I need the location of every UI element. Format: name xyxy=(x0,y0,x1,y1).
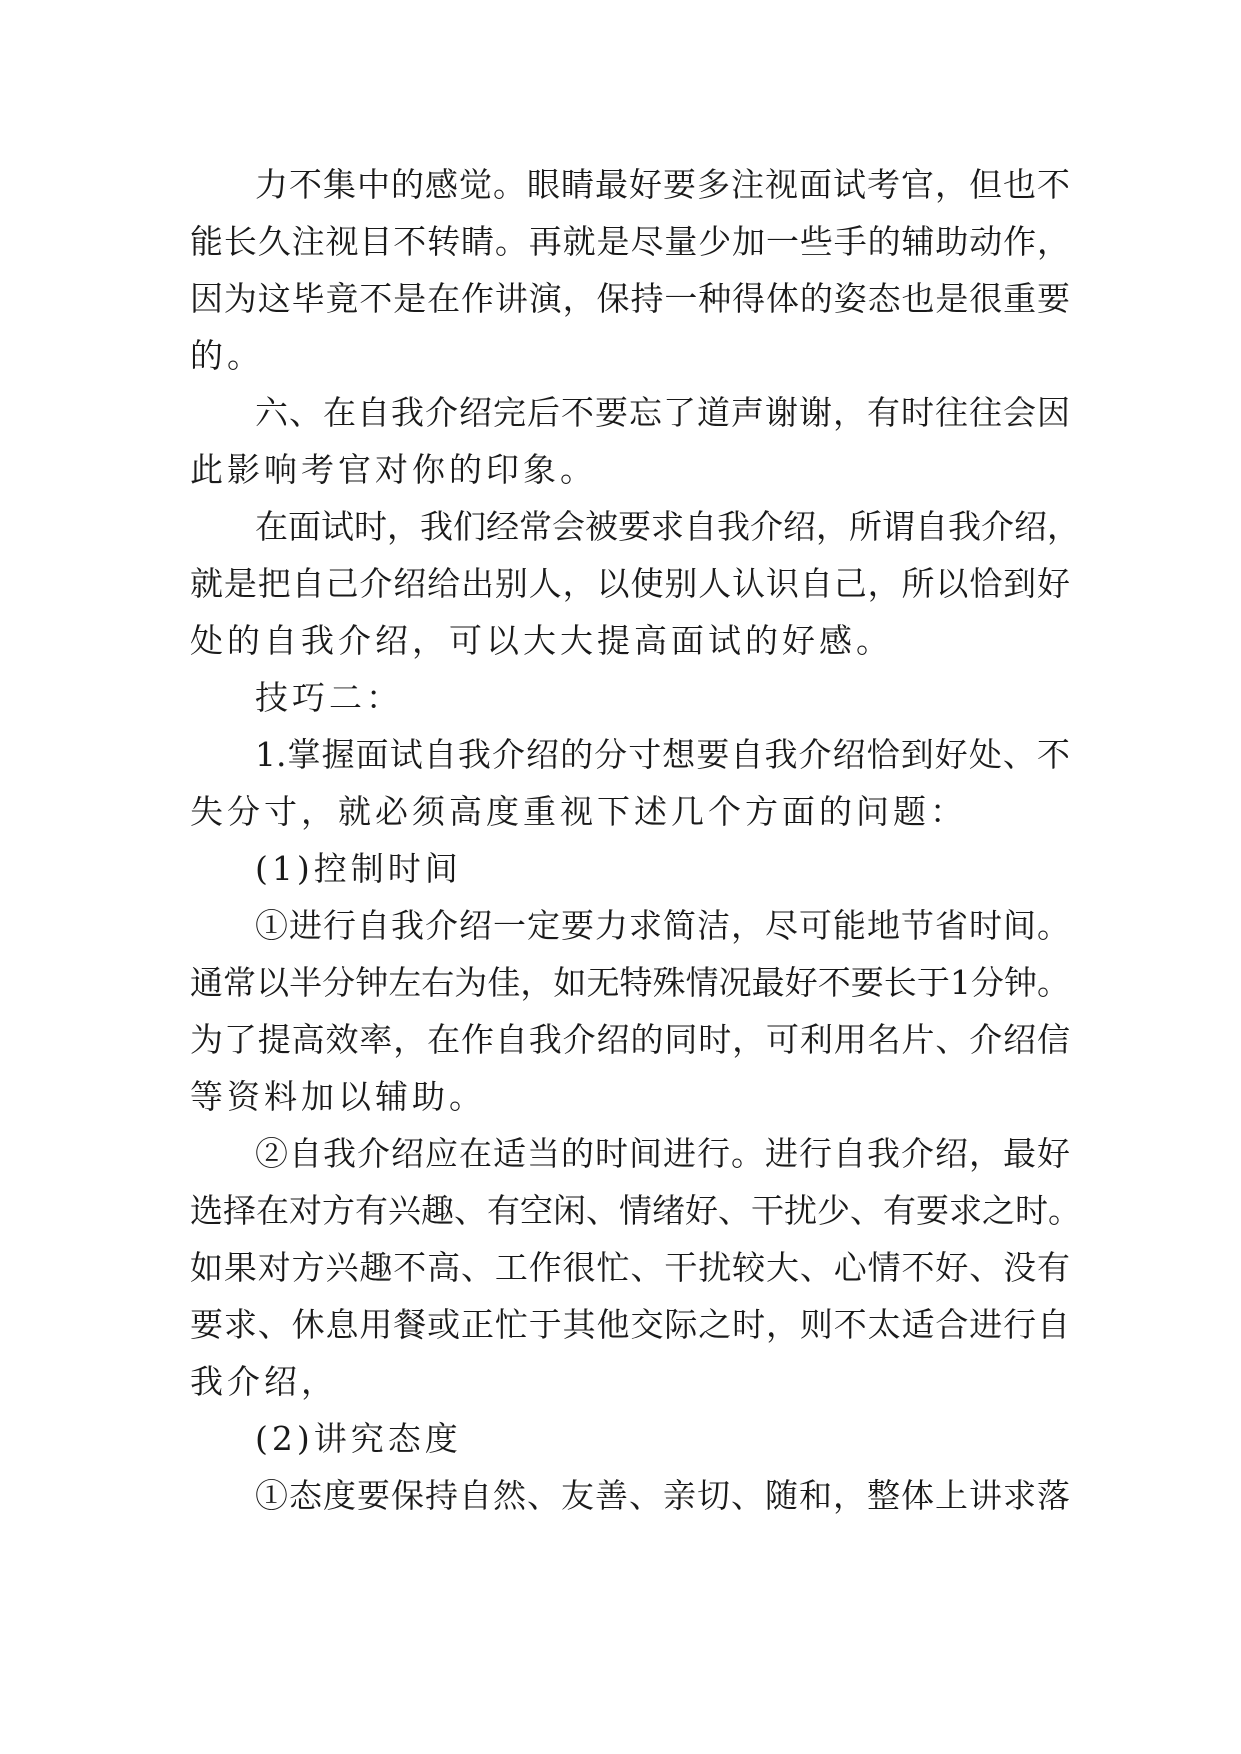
text-line: 要求、休息用餐或正忙于其他交际之时，则不太适合进行自 xyxy=(190,1305,1070,1344)
text-line: 处的自我介绍，可以大大提高面试的好感。 xyxy=(190,621,893,660)
text-line: 通常以半分钟左右为佳，如无特殊情况最好不要长于1分钟。 xyxy=(190,963,1070,1002)
text-line: 在面试时，我们经常会被要求自我介绍，所谓自我介绍， xyxy=(255,507,1080,546)
text-line: ①进行自我介绍一定要力求简洁，尽可能地节省时间。 xyxy=(255,906,1070,945)
text-line: 选择在对方有兴趣、有空闲、情绪好、干扰少、有要求之时。 xyxy=(190,1191,1081,1230)
text-line: ①态度要保持自然、友善、亲切、随和，整体上讲求落 xyxy=(255,1476,1070,1515)
text-line: 为了提高效率，在作自我介绍的同时，可利用名片、介绍信 xyxy=(190,1020,1070,1059)
text-line: 失分寸，就必须高度重视下述几个方面的问题： xyxy=(190,792,967,831)
text-line: (2)讲究态度 xyxy=(255,1419,462,1458)
text-line: 技巧二： xyxy=(255,678,403,717)
text-line: 六、在自我介绍完后不要忘了道声谢谢，有时往往会因 xyxy=(255,393,1070,432)
text-line: 能长久注视目不转睛。再就是尽量少加一些手的辅助动作， xyxy=(190,222,1070,261)
text-line: ②自我介绍应在适当的时间进行。进行自我介绍，最好 xyxy=(255,1134,1070,1173)
text-line: 就是把自己介绍给出别人，以使别人认识自己，所以恰到好 xyxy=(190,564,1070,603)
text-line: (1)控制时间 xyxy=(255,849,462,888)
text-line: 此影响考官对你的印象。 xyxy=(190,450,597,489)
text-line: 因为这毕竟不是在作讲演，保持一种得体的姿态也是很重要 xyxy=(190,279,1070,318)
text-line: 等资料加以辅助。 xyxy=(190,1077,486,1116)
text-line: 的。 xyxy=(190,336,264,375)
text-line: 我介绍， xyxy=(190,1362,338,1401)
text-line: 力不集中的感觉。眼睛最好要多注视面试考官，但也不 xyxy=(255,165,1070,204)
text-line: 1.掌握面试自我介绍的分寸想要自我介绍恰到好处、不 xyxy=(255,735,1070,774)
text-line: 如果对方兴趣不高、工作很忙、干扰较大、心情不好、没有 xyxy=(190,1248,1070,1287)
